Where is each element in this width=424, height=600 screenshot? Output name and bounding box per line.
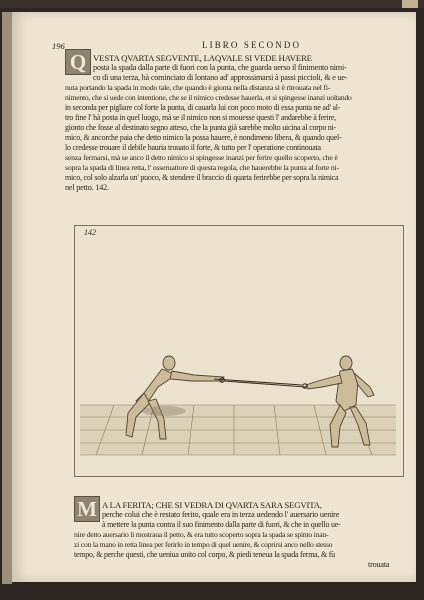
text-line: nimento, che si uede con intentione, che se il nimico credesse hauerla, et si spingesse inanzi uoltando bbox=[65, 93, 352, 102]
text-line: sopra la spada di linea retta, l' osseruattore di questa regola, che hauerebbe la punta al forte ni- bbox=[65, 163, 339, 172]
text-line: tempo, & perche questi, che ueniua unito col corpo, & piedi teneua la spada ferma, & fù bbox=[74, 550, 335, 559]
crossed-swords bbox=[214, 378, 307, 388]
text-line: VESTA QVARTA SEGVENTE, LAQVALE SI VEDE HAVERE bbox=[93, 53, 312, 63]
text-line: à mettere la punta contra il suo finimento dalla parte di fuori, & che in quello ue- bbox=[102, 520, 341, 529]
text-line: perche colui che è restato ferito, quale era in terza uedendo l' auersario uenire bbox=[102, 510, 340, 519]
running-head: LIBRO SECONDO bbox=[202, 40, 302, 50]
text-line: lo credesse trouare il debile hauria trouato il forte, & tutto per l' operatione continouata bbox=[65, 143, 321, 152]
text-line: posta la spada dalla parte di fuori con la punta, che guarda uerso il finimento nimi- bbox=[93, 63, 347, 72]
page-number: 196 bbox=[52, 41, 65, 51]
catchword: trouata bbox=[368, 560, 390, 569]
fencers-engraving bbox=[74, 225, 402, 475]
text-line: senza fermarsi, mà se anco il detto nimico si spingesse inanzi per ferire quello scoperto, che è bbox=[65, 153, 338, 162]
text-line: in seconda per pigliare col forte la punta, di cauarla lui con poco moto di essa punta ne ad' al- bbox=[65, 103, 341, 112]
book-page bbox=[12, 12, 416, 582]
text-line: nire detto auersario li mostraua il petto, & era tutto scoperto sopra la spada se spinto inan- bbox=[74, 530, 329, 539]
viewer-top-bar bbox=[0, 0, 424, 8]
ribbon-bookmark bbox=[402, 0, 418, 8]
text-line: tro fine l' hà posta in quel luogo, mà se il nimico non si mouesse questi l' andarebbe à ferire, bbox=[65, 113, 336, 122]
text-line: nel petto. 142. bbox=[65, 183, 109, 192]
text-line: mico, col solo alzarla un' puoco, & stendere il braccio di quarta ferirebbe per sopra la nimica bbox=[65, 173, 339, 182]
text-line: zi con la mano in retta linea per ferirlo in tempo di quel uenire, & coprirsi anco nello stesso bbox=[74, 540, 333, 549]
text-line: nuta portando la spada in modo tale, che quando è gionta nella distanza si è ritrouata nel fi- bbox=[65, 83, 331, 92]
plate-number: 142 bbox=[84, 228, 96, 237]
text-line: gionto che fosse al destinato segno atteso, che la punta già sarebbe molto uicina al corpo ni- bbox=[65, 123, 337, 132]
text-line: A LA FERITA; CHE SI VEDRA DI QVARTA SARA SEGVITA, bbox=[102, 500, 322, 510]
drop-cap-initial: Q bbox=[65, 49, 91, 75]
book-spine-edge bbox=[2, 12, 12, 584]
text-line: co di una terza, hà cominciato di lontano ad' approssimarsi à passi piccioli, & e ue- bbox=[93, 73, 348, 82]
drop-cap-initial: M bbox=[74, 496, 100, 522]
text-line: mico, & ancorche paia che detto nimico la possa hauere, è nondimeno libera, & quando quel- bbox=[65, 133, 342, 142]
